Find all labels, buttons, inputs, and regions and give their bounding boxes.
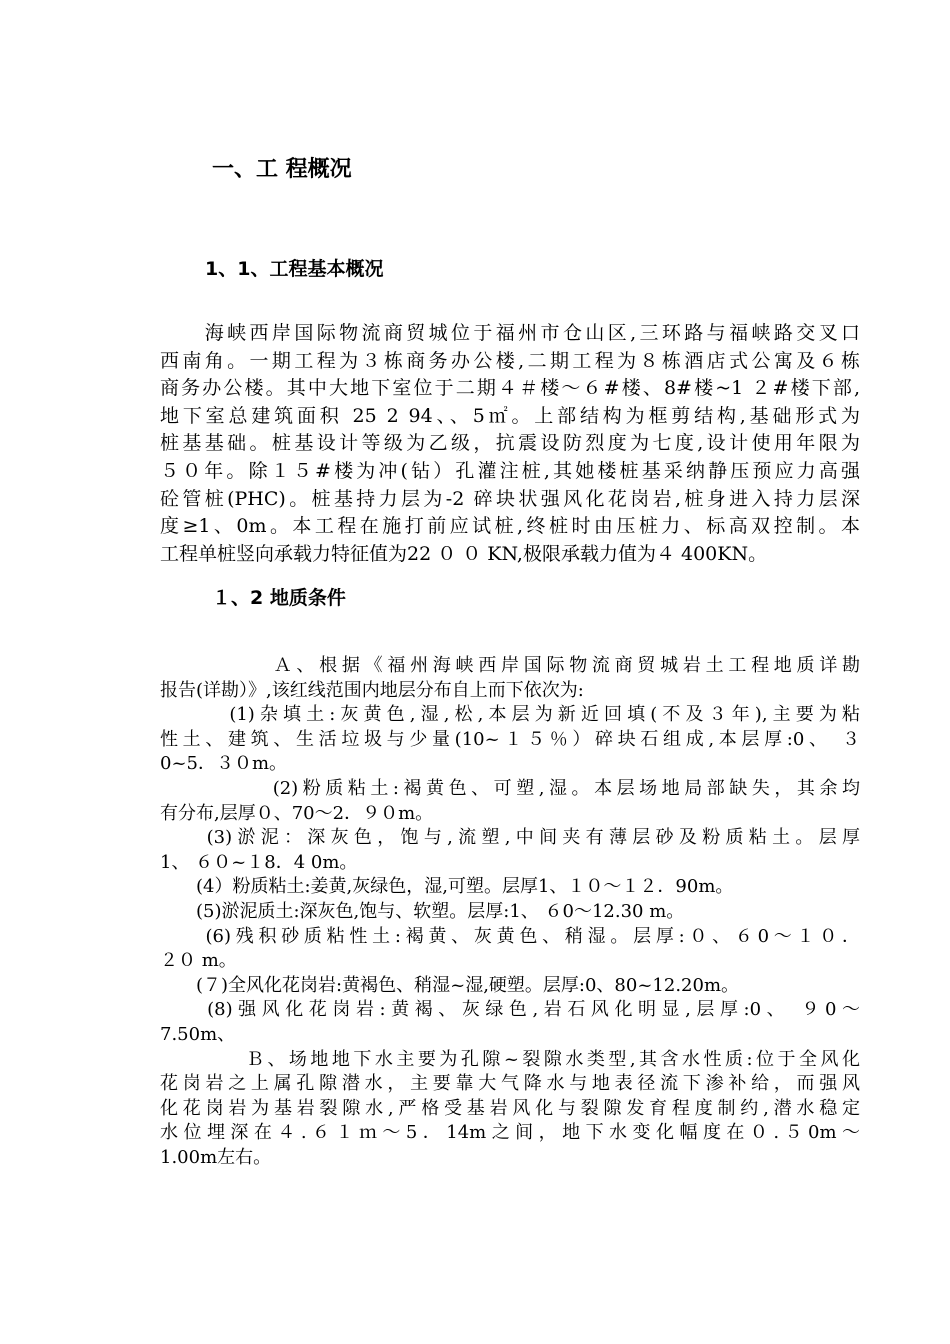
geology-paragraph: [160, 654, 860, 1170]
paragraph-line: 海峡西岸国际物流商贸城位于福州市仓山区,三环路与福峡路交叉口: [160, 322, 860, 344]
section-title-overview: 1、1、工程基本概况: [205, 258, 384, 280]
paragraph-line: 有分布,层厚０、70～2．９０m。: [160, 802, 434, 824]
paragraph-line: Ｂ、场地地下水主要为孔隙~裂隙水类型,其含水性质:位于全风化: [160, 1048, 860, 1070]
paragraph-line: (5)淤泥质土:深灰色,饱与、软塑。层厚:1、 ６0～12.30 m。: [160, 900, 685, 922]
section-title-geology: １、2 地质条件: [212, 587, 346, 609]
paragraph-line: 报告(详勘）》,该红线范围内地层分布自上而下依次为:: [160, 679, 584, 701]
paragraph-line: 商务办公楼。其中大地下室位于二期４＃楼～６#楼、8#楼~1 ２#楼下部,: [160, 377, 860, 400]
page-heading: 一、工 程概况: [212, 157, 352, 182]
paragraph-line: (8)强风化花岗岩:黄褐、灰绿色,岩石风化明显,层厚:0、 ９0～: [160, 999, 860, 1021]
paragraph-line: (4）粉质粘土:姜黄,灰绿色，湿,可塑。层厚1、１０～１２．90m。: [160, 876, 734, 898]
paragraph-line: 工程单桩竖向承载力特征值为22 ０ ０ KN,极限承载力值为４ 400KN。: [160, 542, 768, 565]
paragraph-line: (6)残积砂质粘性土:褐黄、灰黄色、稍湿。层厚:０、６0～１０．: [160, 925, 860, 947]
paragraph-line: 水位埋深在４.６１ｍ～5．14m之间，地下水变化幅度在０.５0m～: [160, 1122, 860, 1144]
paragraph-line: 1、 ６０~１8．4 0m。: [160, 851, 358, 873]
paragraph-line: 桩基基础。桩基设计等级为乙级，抗震设防烈度为七度,设计使用年限为: [160, 432, 860, 455]
paragraph-line: 花岗岩之上属孔隙潜水，主要靠大气降水与地表径流下渗补给，而强风: [160, 1073, 860, 1095]
paragraph-line: ５０年。除１５#楼为冲(钻）孔灌注桩,其她楼桩基采纳静压预应力高强: [160, 459, 860, 482]
paragraph-line: (1)杂填土:灰黄色,湿,松,本层为新近回填(不及３年),主要为粘: [160, 704, 860, 726]
paragraph-line: ２０ m。: [160, 950, 237, 972]
paragraph-line: Ａ、根据《福州海峡西岸国际物流商贸城岩土工程地质详勘: [160, 655, 860, 676]
paragraph-line: 7.50m、: [160, 1023, 236, 1045]
overview-paragraph: [160, 320, 860, 568]
paragraph-line: 0~5．３０m。: [160, 753, 288, 775]
paragraph-line: 性土、建筑、生活垃圾与少量(10~１５％）碎块石组成,本层厚:0、 ３: [160, 728, 860, 750]
paragraph-line: (3)淤泥：深灰色，饱与,流塑,中间夹有薄层砂及粉质粘土。层厚: [160, 827, 860, 849]
paragraph-line: 西南角。一期工程为３栋商务办公楼,二期工程为８栋酒店式公寓及６栋: [160, 349, 860, 372]
paragraph-line: 度≥1、0m。本工程在施打前应试桩,终桩时由压桩力、标高双控制。本: [160, 515, 860, 538]
paragraph-line: 1.00m左右。: [160, 1146, 272, 1168]
paragraph-line: 地下室总建筑面积 25 2 94、、5㎡。上部结构为框剪结构,基础形式为: [160, 404, 860, 427]
paragraph-line: 化花岗岩为基岩裂隙水,严格受基岩风化与裂隙发育程度制约,潜水稳定: [160, 1097, 860, 1119]
paragraph-line: (2)粉质粘土:褐黄色、可塑,湿。本层场地局部缺失，其余均: [160, 777, 860, 799]
paragraph-line: (７)全风化花岗岩:黄褐色、稍湿~湿,硬塑。层厚:0、80~12.20m。: [160, 974, 740, 996]
paragraph-line: 砼管桩(PHC)。桩基持力层为-2 碎块状强风化花岗岩,桩身进入持力层深: [160, 487, 860, 510]
